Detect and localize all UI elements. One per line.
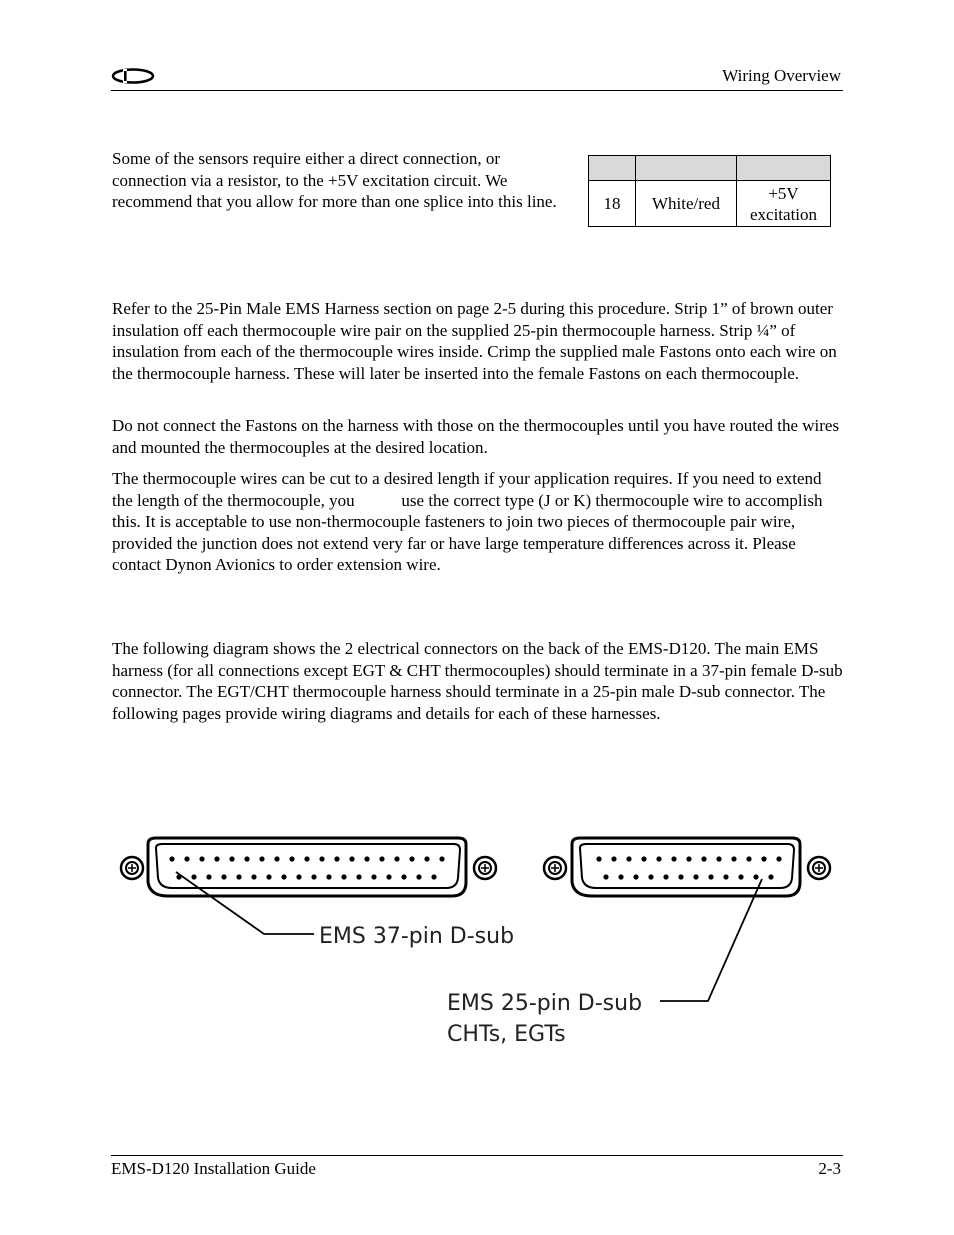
- header-cell: [737, 156, 831, 181]
- table-header-row: [589, 156, 831, 181]
- header-cell: [589, 156, 636, 181]
- db37-connector: [121, 838, 496, 896]
- intro-paragraph: Some of the sensors require either a direct connection, or connection via a resistor, to the +5V excitation circuit. We recommend that you allow for more than one splice into this line.: [112, 149, 557, 212]
- leader-line-37: [176, 872, 314, 934]
- paragraph-strip-instructions: Refer to the 25-Pin Male EMS Harness section on page 2-5 during this procedure. Strip 1” of brown outer insulation off each thermocouple wire pair on the supplied 25-pin thermocouple harness. Strip ¼” of insulation from each of the thermocouple wires inside. Crimp the supplied male Fastons onto each wire on the thermocouple harness. These will later be inserted into the female Fastons on each thermocouple.: [112, 299, 837, 383]
- dynon-logo-icon: [111, 68, 155, 84]
- section-title: Wiring Overview: [722, 66, 841, 85]
- label-37-pin: EMS 37-pin D-sub: [319, 924, 515, 949]
- wire-color-cell: White/red: [636, 181, 737, 227]
- function-line: +5V: [768, 183, 799, 203]
- pin-number-cell: 18: [589, 181, 636, 227]
- footer-doc-title: EMS-D120 Installation Guide: [111, 1159, 316, 1178]
- page-number: 2-3: [818, 1159, 841, 1178]
- function-line: excitation: [749, 204, 818, 224]
- paragraph-extension-wire: The thermocouple wires can be cut to a desired length if your application requires. If you need to extend the length of the thermocouple, you use the correct type (J or K) thermocouple wire to accomplish this. It is acceptable to use non-thermocouple fasteners to join two pieces of thermocouple pair wire, provided the junction does not extend very far or have large temperature differences across it. Please contact Dynon Avionics to order extension wire.: [112, 469, 827, 575]
- db25-connector: [544, 838, 830, 896]
- page-header: [111, 62, 843, 91]
- paragraph-fastons: Do not connect the Fastons on the harness with those on the thermocouples until you have routed the wires and mounted the thermocouples at the desired location.: [112, 416, 840, 457]
- label-25-pin: EMS 25-pin D-sub: [447, 991, 643, 1016]
- function-cell: [737, 181, 831, 227]
- header-cell: [636, 156, 737, 181]
- page-footer: [111, 1155, 843, 1178]
- label-25-pin-subtitle: CHTs, EGTs: [447, 1022, 566, 1047]
- table-row: [589, 181, 831, 227]
- connector-diagram: [112, 830, 842, 1055]
- paragraph-connectors: The following diagram shows the 2 electrical connectors on the back of the EMS-D120. The main EMS harness (for all connections except EGT & CHT thermocouples) should terminate in a 37-pin female D-sub connector. The EGT/CHT thermocouple harness should terminate in a 25-pin male D-sub connector. The following pages provide wiring diagrams and details for each of these harnesses.: [112, 639, 843, 723]
- pin-table: [588, 155, 831, 227]
